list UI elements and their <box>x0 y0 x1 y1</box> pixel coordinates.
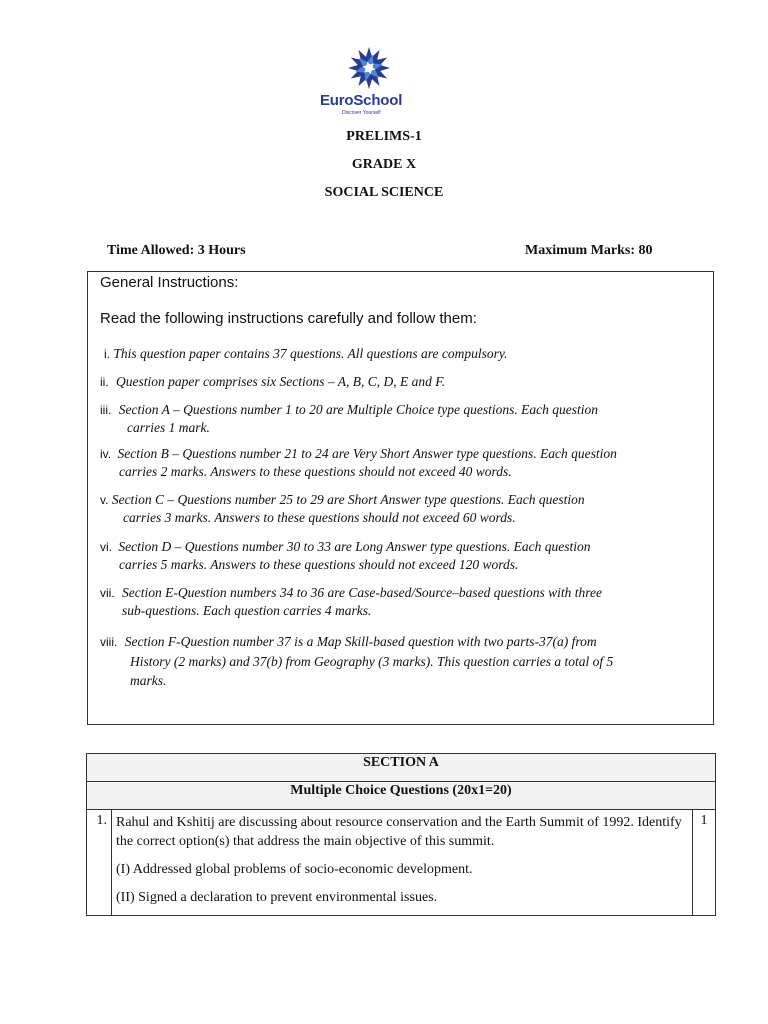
maximum-marks: Maximum Marks: 80 <box>525 243 653 258</box>
question-number: 1. <box>87 810 112 916</box>
grade-title: GRADE X <box>351 157 417 172</box>
instruction-item: iii. Section A – Questions number 1 to 20 are Multiple Choice type questions. Each question carries 1 mark. <box>100 402 599 435</box>
question-option: (II) Signed a declaration to prevent environmental issues. <box>116 890 438 905</box>
question-option: (I) Addressed global problems of socio-economic development. <box>116 862 473 877</box>
school-logo <box>320 46 420 120</box>
instruction-item: i. This question paper contains 37 questions. All questions are compulsory. <box>104 346 508 361</box>
instructions-subtitle: Read the following instructions carefully and follow them: <box>100 310 477 327</box>
question-row <box>87 810 716 916</box>
exam-title: PRELIMS-1 <box>346 129 422 144</box>
instruction-item: v. Section C – Questions number 25 to 29 are Short Answer type questions. Each question carries 3 marks. Answers to these questions should not exceed 60 words. <box>100 492 585 525</box>
section-a-table <box>86 753 716 916</box>
instruction-item: viii. Section F-Question number 37 is a Map Skill-based question with two parts-37(a) from History (2 marks) and 37(b) from Geography (3 marks). This question carries a total of 5 marks. <box>100 634 614 688</box>
instruction-item: vii. Section E-Question numbers 34 to 36 are Case-based/Source–based questions with three sub-questions. Each question carries 4 marks. <box>100 585 602 618</box>
instruction-item: vi. Section D – Questions number 30 to 33 are Long Answer type questions. Each question carries 5 marks. Answers to these questions should not exceed 120 words. <box>100 539 591 572</box>
instruction-item: iv. Section B – Questions number 21 to 24 are Very Short Answer type questions. Each question carries 2 marks. Answers to these questions should not exceed 40 words. <box>100 446 617 479</box>
question-text: Rahul and Kshitij are discussing about resource conservation and the Earth Summit of 1992. Identify the correct option(s) that address the main objective of this summit. <box>116 815 682 849</box>
general-instructions-box <box>87 271 714 725</box>
instruction-item: ii. Question paper comprises six Sections – A, B, C, D, E and F. <box>100 374 446 389</box>
question-body <box>112 810 693 916</box>
section-a-title: SECTION A <box>87 754 716 782</box>
question-marks: 1 <box>693 810 716 916</box>
time-allowed: Time Allowed: 3 Hours <box>107 243 246 258</box>
brand-name: EuroSchool <box>320 92 403 109</box>
subject-title: SOCIAL SCIENCE <box>324 185 444 200</box>
instructions-title: General Instructions: <box>100 274 239 291</box>
brand-tagline: Discover Yourself <box>342 110 381 116</box>
section-a-subtitle: Multiple Choice Questions (20x1=20) <box>87 782 716 810</box>
star-emblem-icon <box>346 46 392 90</box>
